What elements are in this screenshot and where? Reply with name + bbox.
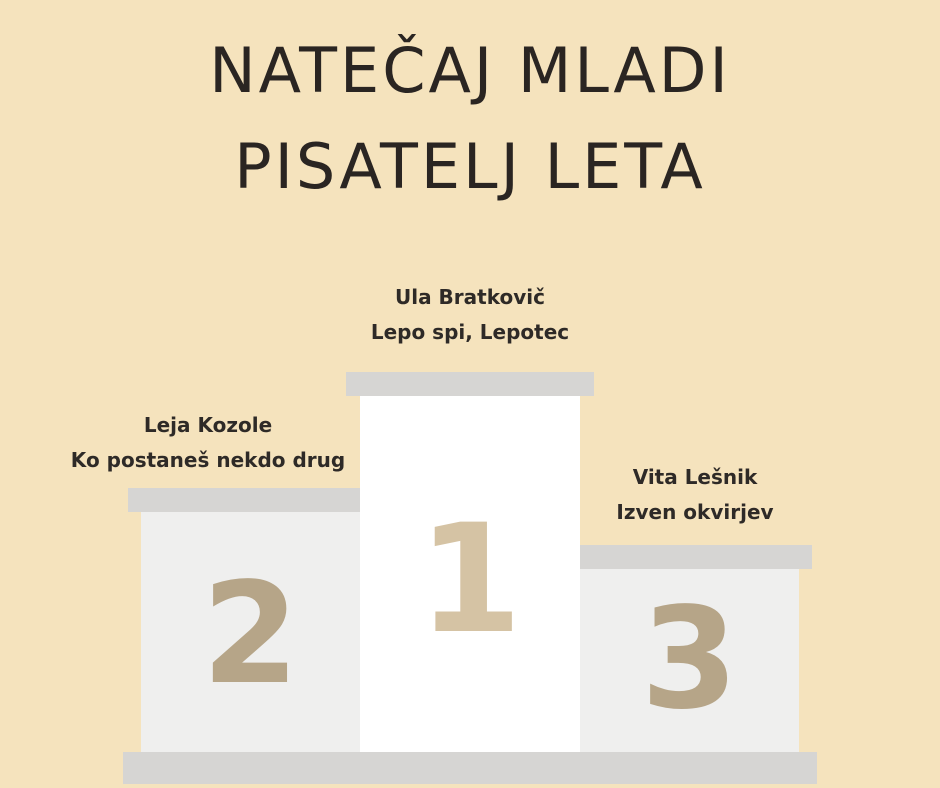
first-place-top-slab bbox=[346, 372, 594, 396]
second-place-caption bbox=[58, 408, 358, 478]
third-place-top-slab bbox=[580, 545, 812, 569]
second-place-name: Leja Kozole bbox=[143, 413, 273, 437]
second-place-top-slab bbox=[128, 488, 360, 512]
first-place-name: Ula Bratkovič bbox=[395, 285, 545, 309]
first-place-work: Lepo spi, Lepotec bbox=[370, 320, 570, 344]
third-place-caption bbox=[580, 460, 810, 530]
third-place-name: Vita Lešnik bbox=[632, 465, 758, 489]
first-place-caption bbox=[345, 280, 595, 350]
third-place-number: 3 bbox=[640, 578, 739, 741]
second-place-work: Ko postaneš nekdo drug bbox=[70, 448, 346, 472]
podium-base-slab bbox=[123, 752, 817, 784]
title-line-1: NATEČAJ MLADI bbox=[209, 34, 731, 107]
title-line-2: PISATELJ LETA bbox=[234, 130, 706, 203]
first-place-number: 1 bbox=[417, 493, 523, 667]
second-place-number: 2 bbox=[201, 553, 300, 716]
third-place-work: Izven okvirjev bbox=[616, 500, 774, 524]
